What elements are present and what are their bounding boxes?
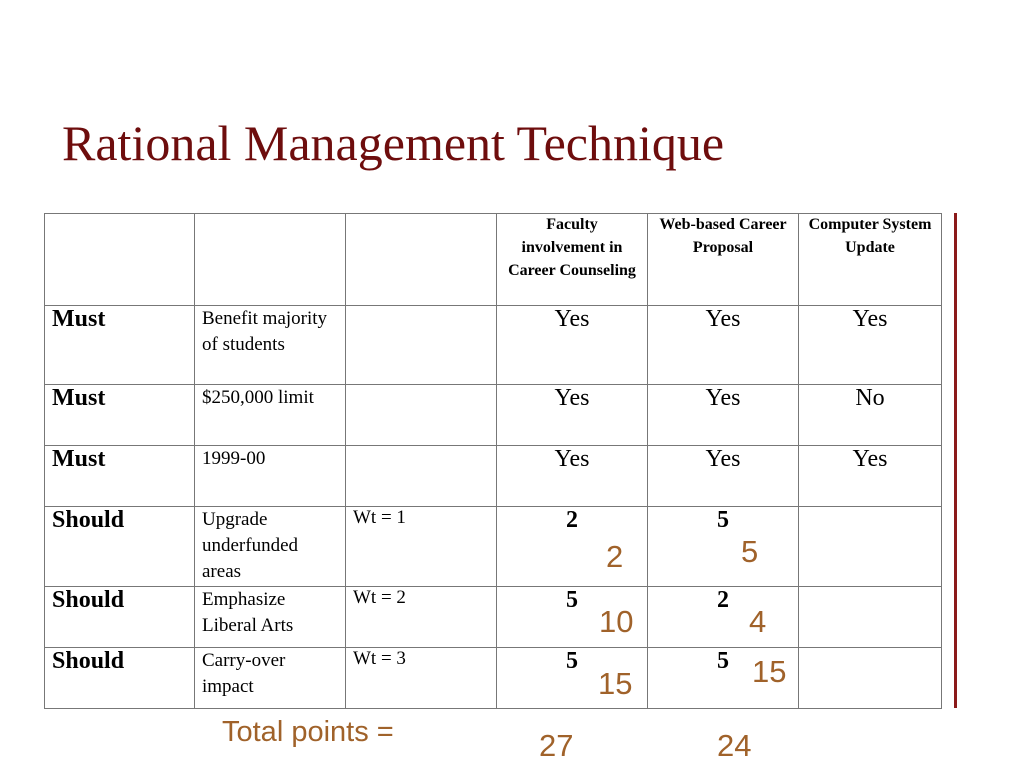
option-value: Yes <box>799 306 942 385</box>
header-empty-cell <box>195 214 346 306</box>
total-score: 27 <box>539 728 574 763</box>
option-header-web-based: Web-based Career Proposal <box>648 214 799 306</box>
option-score <box>799 507 942 587</box>
option-score <box>799 648 942 709</box>
table-row <box>45 587 942 648</box>
total-score: 24 <box>717 728 752 763</box>
weight-cell <box>346 446 497 507</box>
option-score: 5 <box>497 587 648 648</box>
weight-cell: Wt = 3 <box>346 648 497 709</box>
option-header-faculty: Faculty involvement in Career Counseling <box>497 214 648 306</box>
criterion-label: $250,000 limit <box>195 385 346 446</box>
option-score <box>799 587 942 648</box>
option-score: 5 <box>497 648 648 709</box>
option-value: Yes <box>799 446 942 507</box>
option-value: Yes <box>648 306 799 385</box>
requirement-kind: Must <box>45 306 195 385</box>
weight-cell: Wt = 1 <box>346 507 497 587</box>
weight-cell: Wt = 2 <box>346 587 497 648</box>
header-empty-cell <box>45 214 195 306</box>
criterion-label: Benefit majority of students <box>195 306 346 385</box>
option-header-computer: Computer System Update <box>799 214 942 306</box>
requirement-kind: Should <box>45 648 195 709</box>
option-value: Yes <box>648 446 799 507</box>
table-header-row <box>45 214 942 306</box>
requirement-kind: Should <box>45 587 195 648</box>
decision-matrix-table <box>44 213 942 709</box>
total-points-label: Total points = <box>222 716 394 748</box>
weighted-score: 2 <box>606 539 624 574</box>
option-value: Yes <box>497 306 648 385</box>
criterion-label: 1999-00 <box>195 446 346 507</box>
weighted-score: 15 <box>598 666 633 701</box>
weighted-score: 15 <box>752 654 787 689</box>
requirement-kind: Must <box>45 446 195 507</box>
criterion-label: Carry-over impact <box>195 648 346 709</box>
table-row <box>45 507 942 587</box>
weighted-score: 10 <box>599 604 634 639</box>
table-row <box>45 385 942 446</box>
table-row <box>45 446 942 507</box>
weight-cell <box>346 385 497 446</box>
weight-cell <box>346 306 497 385</box>
slide-title: Rational Management Technique <box>62 115 725 171</box>
requirement-kind: Should <box>45 507 195 587</box>
option-value: Yes <box>497 446 648 507</box>
option-value: Yes <box>497 385 648 446</box>
criterion-label: Upgrade underfunded areas <box>195 507 346 587</box>
option-value: No <box>799 385 942 446</box>
weighted-score: 5 <box>741 534 759 569</box>
requirement-kind: Must <box>45 385 195 446</box>
option-score: 2 <box>497 507 648 587</box>
header-empty-cell <box>346 214 497 306</box>
weighted-score: 4 <box>749 604 767 639</box>
table-row <box>45 648 942 709</box>
table-row <box>45 306 942 385</box>
criterion-label: Emphasize Liberal Arts <box>195 587 346 648</box>
option-score: 2 <box>648 587 799 648</box>
option-score: 5 <box>648 507 799 587</box>
slide-accent-line <box>954 213 957 708</box>
option-score: 5 <box>648 648 799 709</box>
option-value: Yes <box>648 385 799 446</box>
